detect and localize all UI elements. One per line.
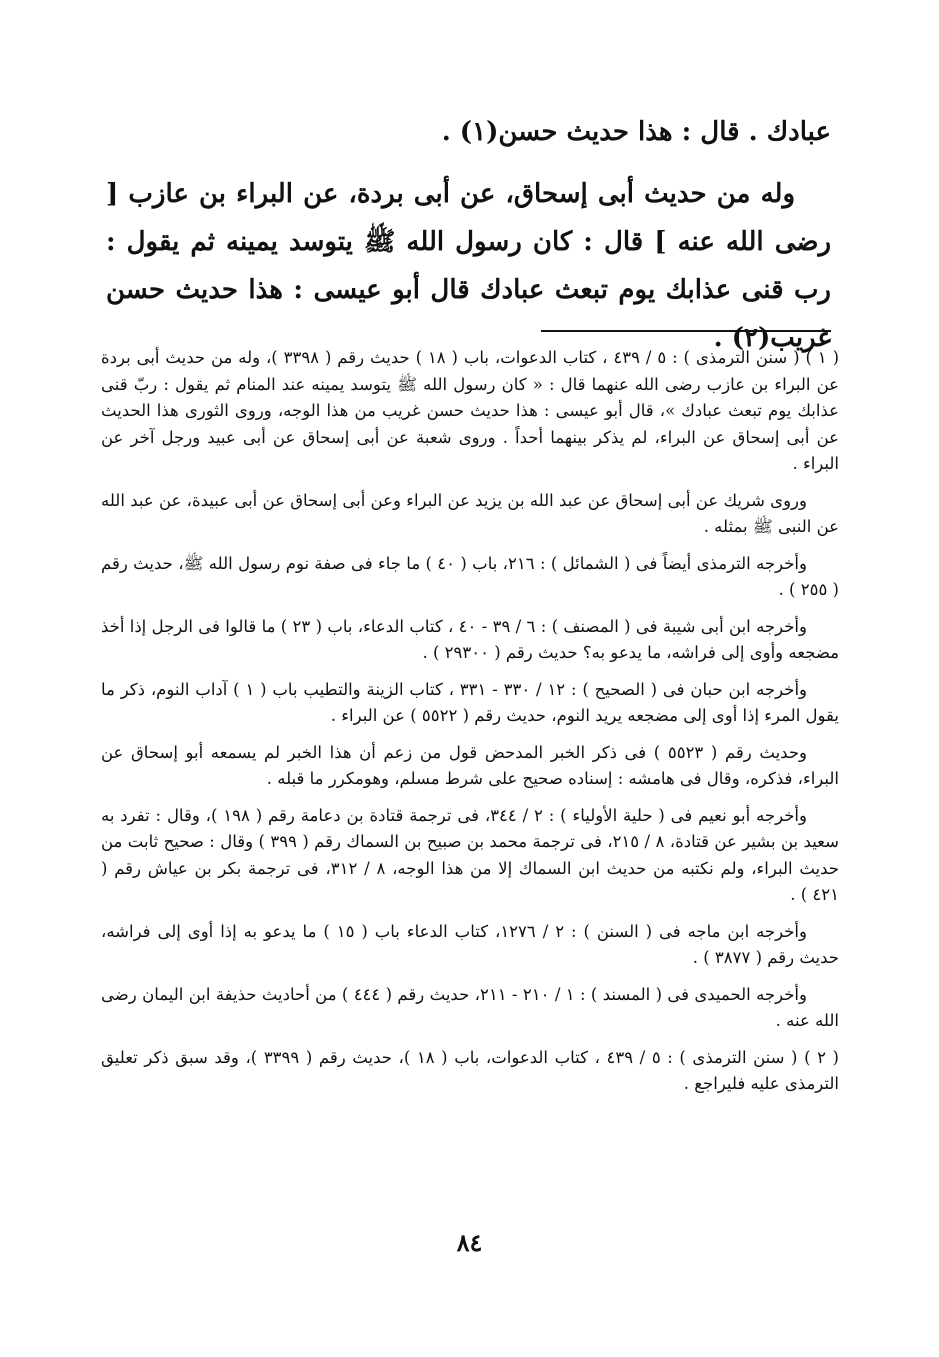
main-text-line-1: عبادك . قال : هذا حديث حسن(١) .	[441, 117, 831, 147]
page-number: ٨٤	[456, 1228, 483, 1257]
footnote-1-paragraph-1: ( ١ ) ( سنن الترمذى ) : ٥ / ٤٣٩ ، كتاب الدعوات، باب ( ١٨ ) حديث رقم ( ٣٣٩٨ )، وله من حديث أبى بردة عن البراء بن عازب رضى الله عنهما قال : « كان رسول الله ﷺ يتوسد يمينه عند المنام ثم يقول : ربّ قنى عذابك يوم تبعث عبادك »، قال أبو عيسى : هذا حديث حسن غريب من هذا الوجه، وروى الثورى هذا الحديث عن أبى إسحاق عن البراء، لم يذكر بينهما أحداً . وروى شعبة عن أبى إسحاق عن أبى عبيد ورجل آخر عن البراء .	[101, 348, 839, 473]
footnote-1-paragraph-4: وأخرجه ابن أبى شيبة فى ( المصنف ) : ٦ / ٣٩ - ٤٠ ، كتاب الدعاء، باب ( ٢٣ ) ما قالوا فى الرجل إذا أخذ مضجعه وأوى إلى فراشه، ما يدعو به؟ حديث رقم ( ٢٩٣٠٠ ) .	[101, 616, 839, 662]
footnote-1-paragraph-2: وروى شريك عن أبى إسحاق عن عبد الله بن يزيد عن البراء وعن أبى إسحاق عن أبى عبيدة، عن عبد الله عن النبى ﷺ بمثله .	[101, 490, 839, 536]
main-text-body	[106, 108, 831, 362]
footnote-1-paragraph-9: وأخرجه الحميدى فى ( المسند ) : ١ / ٢١٠ - ٢١١، حديث رقم ( ٤٤٤ ) من أحاديث حذيفة ابن اليمان رضى الله عنه .	[101, 984, 839, 1030]
footnote-2: ( ٢ ) ( سنن الترمذى ) : ٥ / ٤٣٩ ، كتاب الدعوات، باب ( ١٨ )، حديث رقم ( ٣٣٩٩ )، وقد سبق ذكر تعليق الترمذى عليه فليراجع .	[101, 1047, 839, 1093]
footnote-1-paragraph-6: وحديث رقم ( ٥٥٢٣ ) فى ذكر الخبر المدحض قول من زعم أن هذا الخبر لم يسمعه أبو إسحاق عن البراء، فذكره، وقال فى هامشه : إسناده صحيح على شرط مسلم، وهومكرر ما قبله .	[101, 742, 839, 788]
main-text-paragraph-2: وله من حديث أبى إسحاق، عن أبى بردة، عن البراء بن عازب [ رضى الله عنه ] قال : كان رسول الله ﷺ يتوسد يمينه ثم يقول : رب قنى عذابك يوم تبعث عبادك قال أبو عيسى : هذا حديث حسن غريب(٢) .	[106, 179, 831, 353]
footnote-1-paragraph-7: وأخرجه أبو نعيم فى ( حلية الأولياء ) : ٢ / ٣٤٤، فى ترجمة قتادة بن دعامة رقم ( ١٩٨ )، وقال : تفرد به سعيد بن بشير عن قتادة، ٨ / ٢١٥، فى ترجمة محمد بن صبيح بن السماك رقم ( ٣٩٩ ) وقال : صحيح ثابت من حديث البراء، ولم نكتبه من حديث ابن السماك إلا من هذا الوجه، ٨ / ٣١٢، فى ترجمة بكر بن عياش رقم ( ٤٢١ ) .	[101, 805, 839, 904]
footnote-1-paragraph-5: وأخرجه ابن حبان فى ( الصحيح ) : ١٢ / ٣٣٠ - ٣٣١ ، كتاب الزينة والتطيب باب ( ١ ) آداب النوم، ذكر ما يقول المرء إذا أوى إلى مضجعه يريد النوم، حديث رقم ( ٥٥٢٢ ) عن البراء .	[101, 679, 839, 725]
footnotes-section	[101, 345, 839, 1108]
footnote-divider	[541, 330, 831, 332]
footnote-1-paragraph-3: وأخرجه الترمذى أيضاً فى ( الشمائل ) : ٢١٦، باب ( ٤٠ ) ما جاء فى صفة نوم رسول الله ﷺ، حديث رقم ( ٢٥٥ ) .	[101, 553, 839, 599]
footnote-1-paragraph-8: وأخرجه ابن ماجه فى ( السنن ) : ٢ / ١٢٧٦، كتاب الدعاء باب ( ١٥ ) ما يدعو به إذا أوى إلى فراشه، حديث رقم ( ٣٨٧٧ ) .	[101, 921, 839, 967]
